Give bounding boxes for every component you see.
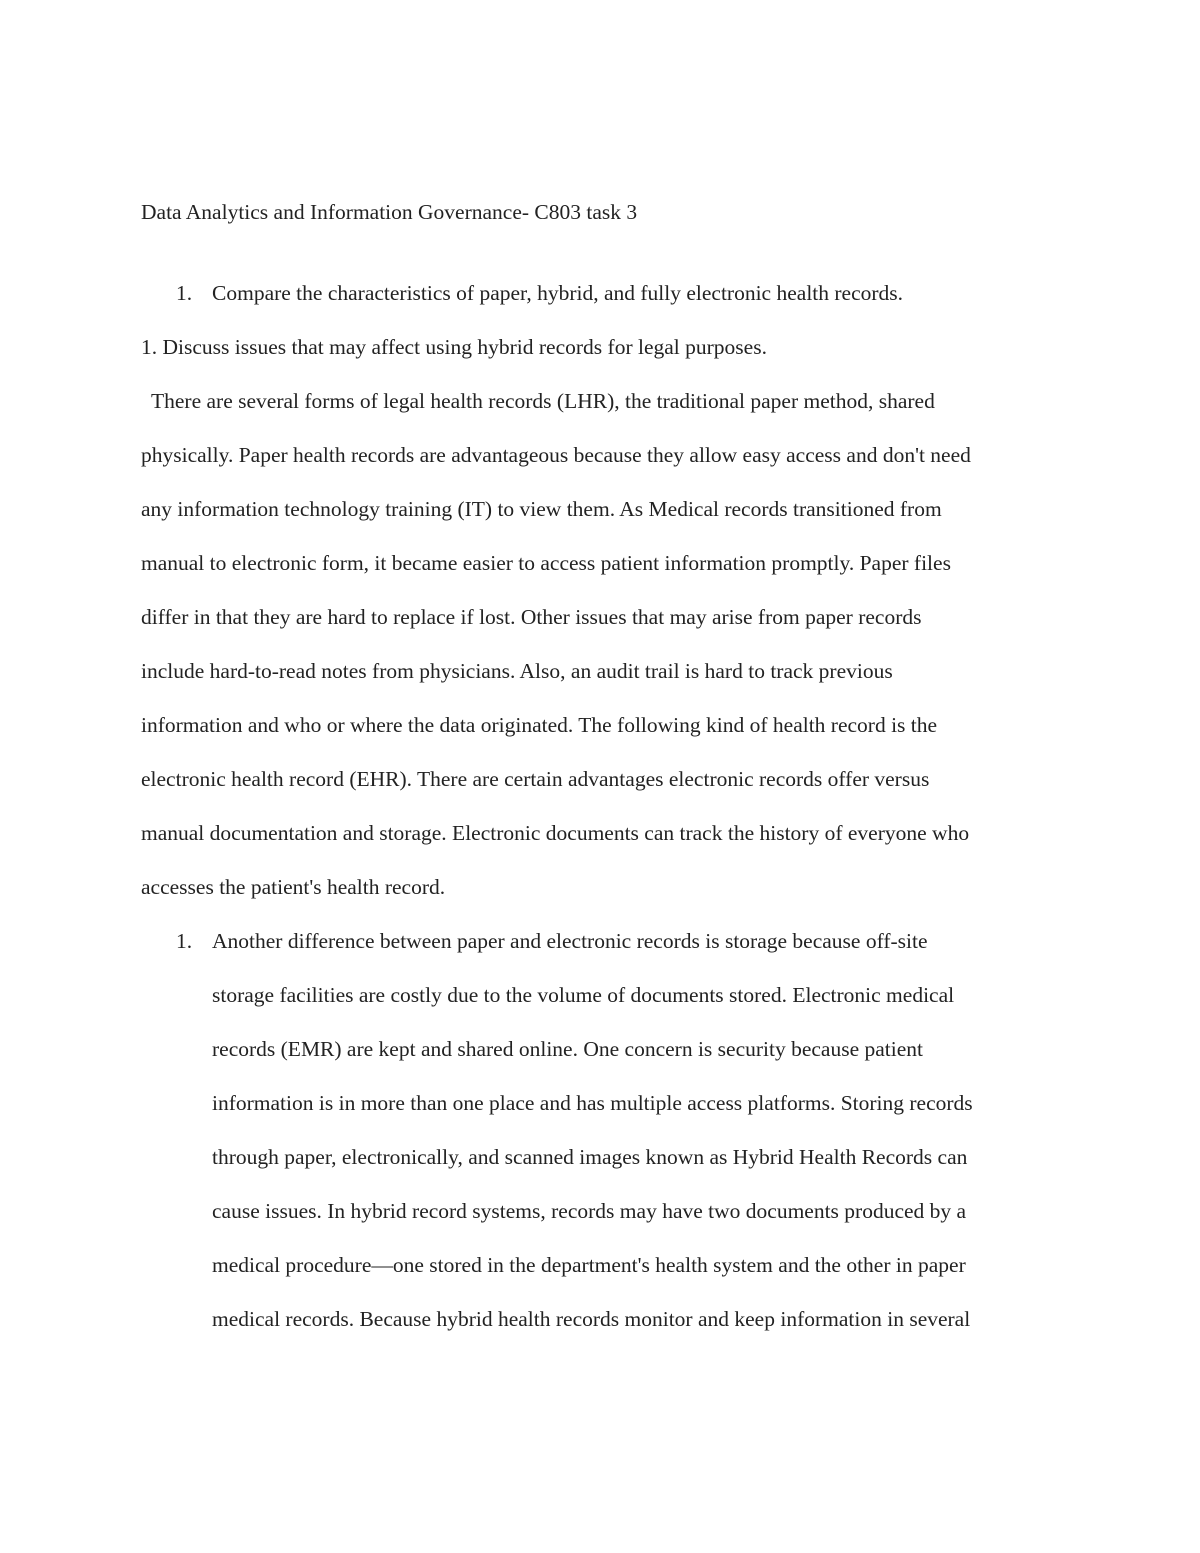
paragraph-line: manual documentation and storage. Electronic documents can track the history of everyone who [141, 821, 970, 845]
paragraph-line: physically. Paper health records are advantageous because they allow easy access and don't need [141, 443, 971, 467]
list-item-line: records (EMR) are kept and shared online. One concern is security because patient [212, 1037, 924, 1061]
paragraph-line: information and who or where the data originated. The following kind of health record is the [141, 713, 938, 737]
list-item-line: through paper, electronically, and scanned images known as Hybrid Health Records can [212, 1145, 968, 1169]
paragraph-line: accesses the patient's health record. [141, 875, 446, 899]
list-item-line: Another difference between paper and electronic records is storage because off-site [212, 929, 928, 953]
paragraph-line: electronic health record (EHR). There are certain advantages electronic records offer versus [141, 767, 930, 791]
document-title: Data Analytics and Information Governance- C803 task 3 [141, 200, 638, 224]
list-number: 1. [176, 929, 193, 953]
paragraph-line: differ in that they are hard to replace if lost. Other issues that may arise from paper records [141, 605, 922, 629]
list-item-line: information is in more than one place and has multiple access platforms. Storing records [212, 1091, 973, 1115]
list-item-line: storage facilities are costly due to the volume of documents stored. Electronic medical [212, 983, 955, 1007]
paragraph-line: include hard-to-read notes from physicians. Also, an audit trail is hard to track previous [141, 659, 893, 683]
numbered-heading: 1. Discuss issues that may affect using hybrid records for legal purposes. [141, 335, 767, 359]
paragraph-line: any information technology training (IT) to view them. As Medical records transitioned from [141, 497, 942, 521]
paragraph-line: manual to electronic form, it became easier to access patient information promptly. Paper files [141, 551, 951, 575]
paragraph-line: There are several forms of legal health records (LHR), the traditional paper method, shared [151, 389, 935, 413]
list-item-line: medical procedure—one stored in the department's health system and the other in paper [212, 1253, 966, 1277]
list-item-text: Compare the characteristics of paper, hybrid, and fully electronic health records. [212, 281, 904, 305]
list-item-line: cause issues. In hybrid record systems, records may have two documents produced by a [212, 1199, 967, 1223]
list-number: 1. [176, 281, 193, 305]
list-item-line: medical records. Because hybrid health records monitor and keep information in several [212, 1307, 971, 1331]
